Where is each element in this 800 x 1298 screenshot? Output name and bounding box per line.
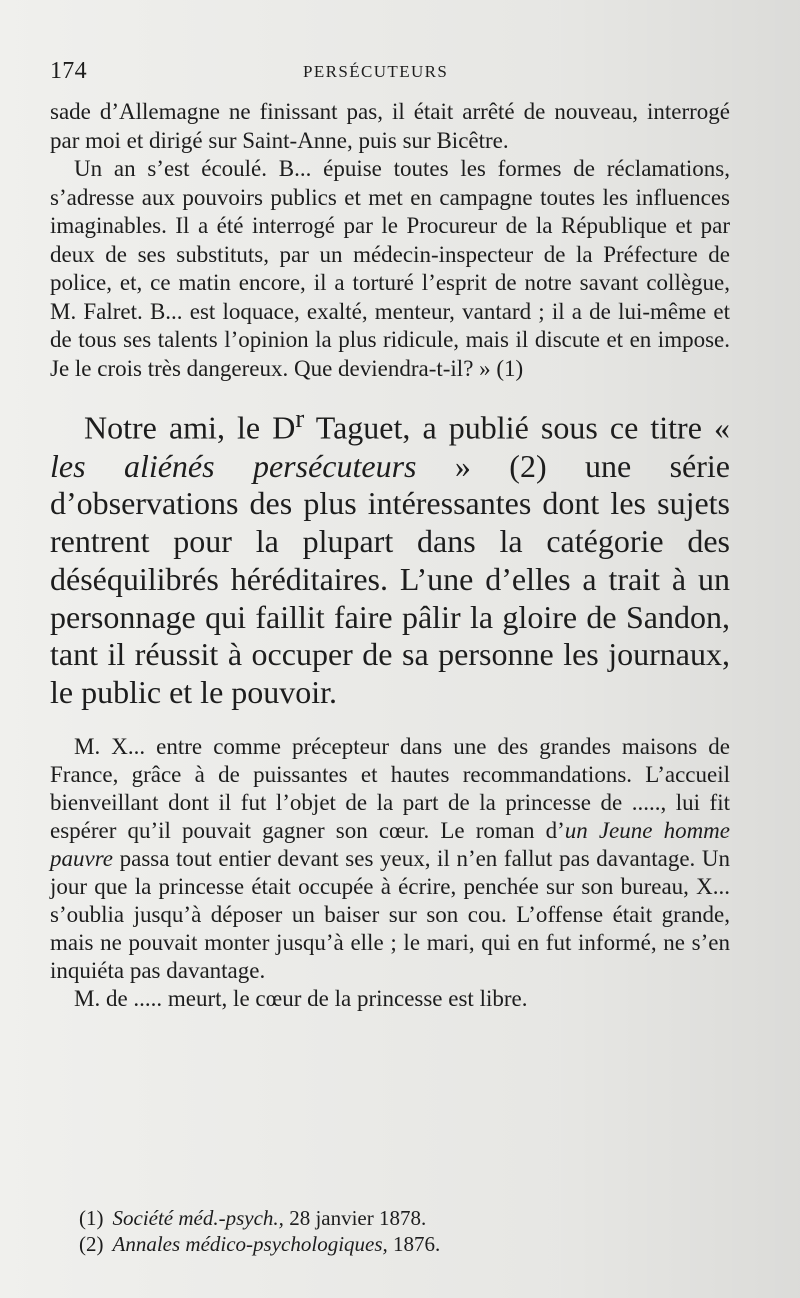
paragraph-5: M. de ..... meurt, le cœur de la princesse est libre.: [74, 986, 528, 1012]
paragraph-4-start: M. X... entre comme précepteur dans une des grandes maisons de France, grâce à de puissantes et hautes recommandations. L’accueil bienveillant dont il fut l’objet de la part de la princesse de ....., lui fit espérer qu’il pouvait gagner son cœur. Le roman d’: [50, 733, 730, 843]
page-header: [50, 58, 744, 84]
footnote-1: [79, 1205, 680, 1231]
paragraph-3-middle: Taguet, a publié sous ce titre «: [304, 409, 731, 446]
paragraph-3-end: » (2) une série d’observations des plus intéressantes dont les sujets rentrent pour la plupart dans la catégorie des déséquilibrés héréditaires. L’une d’elles a trait à un personnage qui faillit faire pâlir la gloire de Sandon, tant il réussit à occuper de sa personne les journaux, le public et le pouvoir.: [50, 447, 731, 711]
running-title: PERSÉCUTEURS: [303, 62, 449, 81]
paragraph-1: sade d’Allemagne ne finissant pas, il était arrêté de nouveau, interrogé par moi et dirigé sur Saint-Anne, puis sur Bicêtre.: [50, 99, 730, 153]
paragraph-4: [50, 733, 730, 985]
page-number: 174: [50, 58, 87, 84]
footnote-label: (2): [79, 1232, 104, 1257]
footnote-label: (1): [79, 1206, 104, 1230]
paragraph-4-end: passa tout entier devant ses yeux, il n’en fallut pas davantage. Un jour que la princesse était occupée à écrire, penchée sur son bureau, X... s’oublia jusqu’à déposer un baiser sur son cou. L’offense était grande, mais ne pouvait monter jusqu’à elle ; le mari, qui en fut informé, ne s’en inquiéta pas davantage.: [50, 846, 730, 984]
footnote-text: 28 janvier 1878.: [283, 1206, 427, 1230]
paragraph-3-superscript: r: [295, 403, 305, 434]
footnote-source: Annales médico-psychologiques,: [112, 1232, 388, 1257]
paragraph-3-start: Notre ami, le D: [84, 409, 296, 446]
paragraph-3: [50, 403, 730, 712]
paragraph-2: Un an s’est écoulé. B... épuise toutes les formes de réclamations, s’adresse aux pouvoirs publics et met en campagne toutes les influences imaginables. Il a été interrogé par le Procureur de la République et par deux de ses substituts, par un médecin-inspecteur de la Préfecture de police, et, ce matin encore, il a torturé l’esprit de notre savant collègue, M. Falret. B... est loquace, exalté, menteur, vantard ; il a de lui-même et de tous ses talents l’opinion la plus ridicule, mais il discute et en impose. Je le crois très dangereux. Que deviendra-t-il? » (1): [50, 156, 730, 381]
footnote-text: 1876.: [387, 1232, 441, 1257]
footnote-2: [79, 1231, 680, 1257]
footnote-source: Société méd.-psych.,: [112, 1206, 284, 1230]
paragraph-3-title: les aliénés persécuteurs: [50, 447, 417, 484]
main-text: [50, 98, 730, 1013]
paragraph-4-italic: un Jeune homme pauvre: [50, 817, 730, 871]
footnotes: [79, 1205, 680, 1257]
